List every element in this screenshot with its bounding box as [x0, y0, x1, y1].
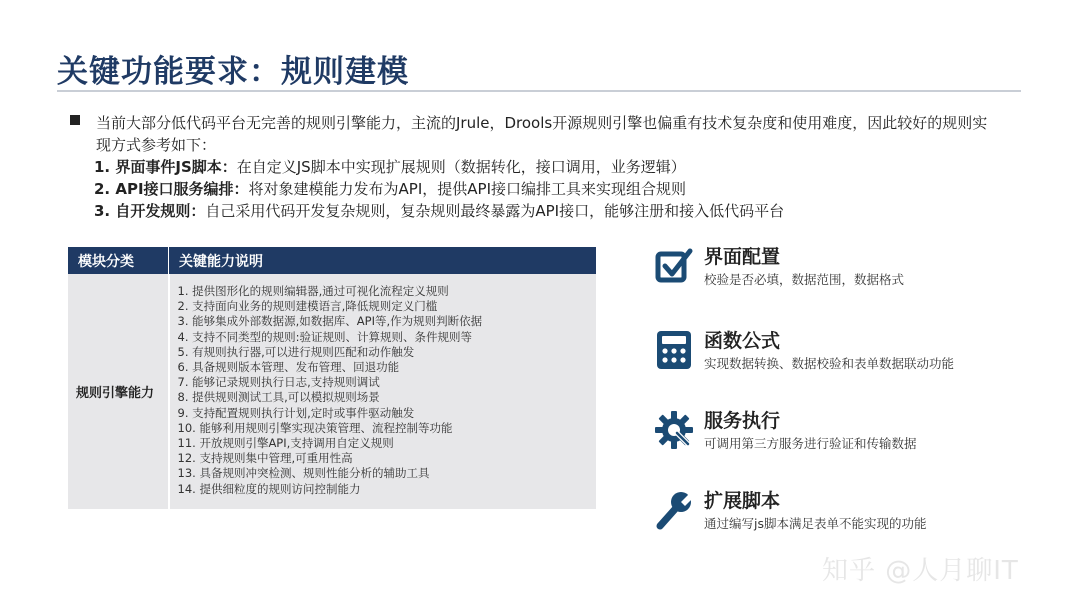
table-header-row	[68, 247, 596, 274]
method-item: 2. API接口服务编排：将对象建模能力发布为API，提供API接口编排工具来实现组合规则	[94, 180, 687, 198]
checklist-icon	[654, 246, 694, 286]
feature-desc: 可调用第三方服务进行验证和传输数据	[704, 436, 917, 451]
header-module: 模块分类	[68, 247, 169, 274]
list-item: 11. 开放规则引擎API,支持调用自定义规则	[177, 436, 394, 451]
list-item: 5. 有规则执行器,可以进行规则匹配和动作触发	[177, 344, 415, 359]
intro-text: 当前大部分低代码平台无完善的规则引擎能力，主流的Jrule，Drools开源规则引擎也偏重有技术复杂度和使用难度，因此较好的规则实现方式参考如下：	[96, 114, 988, 154]
capability-table	[68, 247, 596, 509]
gear-wrench-icon	[654, 410, 694, 450]
square-bullet-icon	[70, 115, 80, 125]
feature-title: 服务执行	[704, 410, 781, 432]
feature-desc: 通过编写js脚本满足表单不能实现的功能	[704, 516, 927, 531]
header-description: 关键能力说明	[169, 247, 597, 274]
list-item: 6. 具备规则版本管理、发布管理、回退功能	[177, 360, 400, 375]
list-item: 10. 能够利用规则引擎实现决策管理、流程控制等功能	[177, 420, 453, 435]
table-row	[68, 274, 596, 509]
feature-title: 函数公式	[704, 330, 781, 352]
capability-list	[169, 274, 597, 509]
feature-title: 界面配置	[704, 246, 781, 268]
watermark: 知乎 @人月聊IT	[822, 556, 1019, 586]
method-item: 1. 界面事件JS脚本：在自定义JS脚本中实现扩展规则（数据转化，接口调用，业务逻辑）	[94, 158, 686, 176]
wrench-icon	[654, 490, 694, 530]
calculator-icon	[654, 330, 694, 370]
list-item: 7. 能够记录规则执行日志,支持规则调试	[177, 375, 380, 390]
list-item: 4. 支持不同类型的规则:验证规则、计算规则、条件规则等	[177, 329, 472, 344]
method-list	[94, 156, 1000, 222]
feature-desc: 实现数据转换、数据校验和表单数据联动功能	[704, 356, 955, 371]
list-item: 8. 提供规则测试工具,可以模拟规则场景	[177, 390, 380, 405]
list-item: 2. 支持面向业务的规则建模语言,降低规则定义门槛	[177, 299, 438, 314]
feature-desc: 校验是否必填，数据范围，数据格式	[704, 272, 905, 287]
list-item: 13. 具备规则冲突检测、规则性能分析的辅助工具	[177, 466, 430, 481]
list-item: 3. 能够集成外部数据源,如数据库、API等,作为规则判断依据	[177, 314, 483, 329]
module-name: 规则引擎能力	[68, 274, 169, 509]
title-divider	[57, 90, 1021, 92]
list-item: 14. 提供细粒度的规则访问控制能力	[177, 481, 361, 496]
list-item: 12. 支持规则集中管理,可重用性高	[177, 451, 353, 466]
list-item: 9. 支持配置规则执行计划,定时或事件驱动触发	[177, 405, 415, 420]
feature-title: 扩展脚本	[704, 490, 781, 512]
slide-title: 关键功能要求：规则建模	[57, 54, 409, 90]
method-item: 3. 自开发规则：自己采用代码开发复杂规则，复杂规则最终暴露为API接口，能够注册和接入低代码平台	[94, 202, 785, 220]
intro-block	[70, 112, 1000, 222]
list-item: 1. 提供图形化的规则编辑器,通过可视化流程定义规则	[177, 284, 449, 298]
